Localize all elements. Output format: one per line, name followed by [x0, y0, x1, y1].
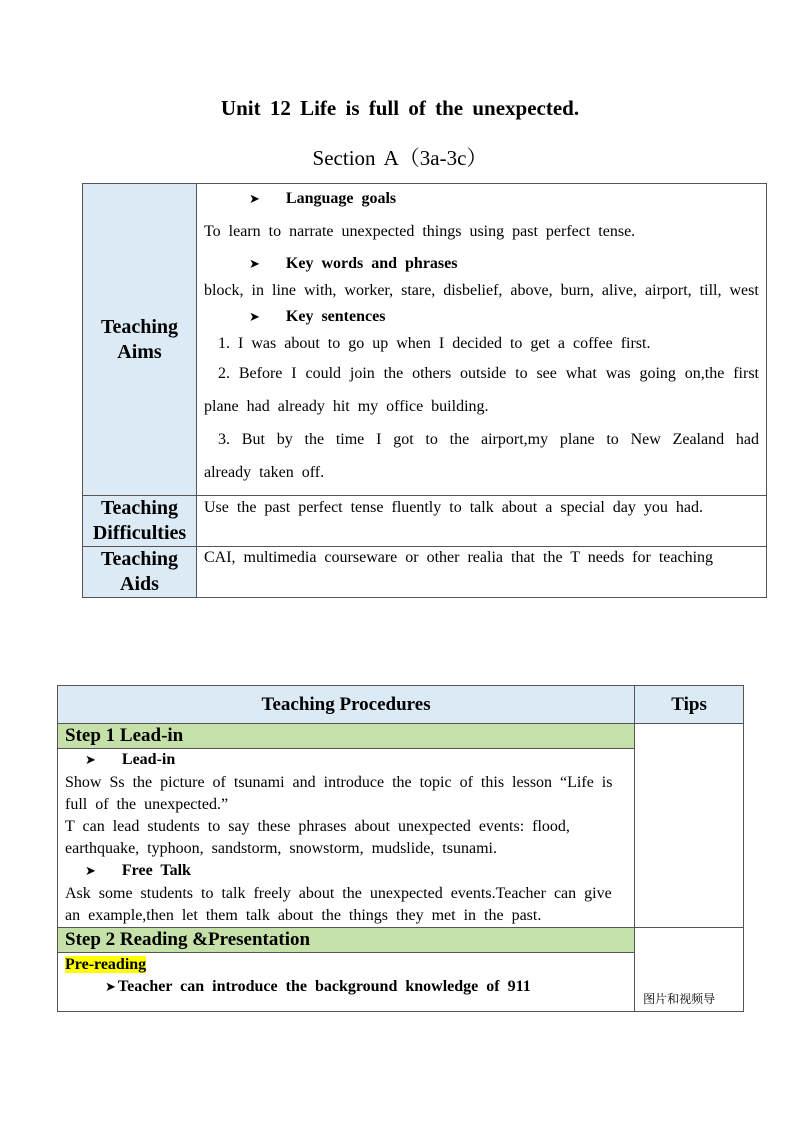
teaching-aids-label: Teaching Aids	[83, 547, 197, 598]
tips-header: Tips	[635, 686, 744, 724]
language-goals-heading: ➤ Language goals	[249, 190, 397, 207]
teaching-aims-content	[197, 184, 767, 496]
step1-title: Step 1 Lead-in	[58, 724, 635, 749]
key-words-text: block, in line with, worker, stare, disbelief, above, burn, alive, airport, till, west	[204, 282, 759, 299]
step2-title: Step 2 Reading &Presentation	[58, 928, 635, 953]
arrow-bullet-icon: ➤	[85, 864, 96, 879]
free-talk-heading: ➤ Free Talk	[85, 862, 191, 879]
teaching-aims-label: Teaching Aims	[83, 184, 197, 496]
leadin-heading: ➤ Lead-in	[85, 751, 176, 768]
step1-content	[58, 749, 635, 928]
key-sentences-heading: ➤ Key sentences	[249, 308, 386, 325]
page-title: Unit 12 Life is full of the unexpected.	[220, 96, 580, 120]
arrow-bullet-icon: ➤	[249, 257, 260, 272]
page-subtitle: Section A（3a-3c）	[312, 146, 488, 170]
procedures-header: Teaching Procedures	[58, 686, 635, 724]
arrow-bullet-icon: ➤	[249, 310, 260, 325]
pre-reading-label: Pre-reading	[65, 956, 147, 973]
background-knowledge-bullet: ➤ Teacher can introduce the background knowledge of 911	[105, 978, 531, 995]
step2-content	[58, 953, 635, 1012]
language-goals-text: To learn to narrate unexpected things using past perfect tense.	[204, 223, 636, 240]
teaching-procedures-table	[57, 685, 744, 1012]
step2-tip-text: 图片和视频导	[635, 928, 744, 1012]
key-sentence-3: 3. But by the time I got to the airport,my plane to New Zealand had already taken off.	[204, 431, 759, 481]
teaching-difficulties-label: Teaching Difficulties	[83, 496, 197, 547]
arrow-bullet-icon: ➤	[105, 980, 116, 995]
teaching-difficulties-text: Use the past perfect tense fluently to talk about a special day you had.	[197, 496, 767, 547]
step1-tips-cell	[635, 724, 744, 928]
leadin-text-1: Show Ss the picture of tsunami and introduce the topic of this lesson “Life is full of the unexpected.”	[65, 774, 613, 813]
arrow-bullet-icon: ➤	[85, 753, 96, 768]
leadin-text-2: T can lead students to say these phrases about unexpected events: flood, earthquake, typhoon, sandstorm, snowstorm, mudslide, tsunami.	[65, 818, 570, 857]
key-sentence-2: 2. Before I could join the others outside to see what was going on,the first plane had already hit my office building.	[204, 365, 759, 415]
key-words-heading: ➤ Key words and phrases	[249, 255, 458, 272]
teaching-aids-text: CAI, multimedia courseware or other realia that the T needs for teaching	[197, 547, 767, 598]
key-sentence-1: 1. I was about to go up when I decided to get a coffee first.	[218, 335, 651, 352]
free-talk-text: Ask some students to talk freely about the unexpected events.Teacher can give an example,then let them talk about the things they met in the past.	[65, 885, 612, 924]
teaching-aims-table	[82, 183, 767, 598]
arrow-bullet-icon: ➤	[249, 192, 260, 207]
